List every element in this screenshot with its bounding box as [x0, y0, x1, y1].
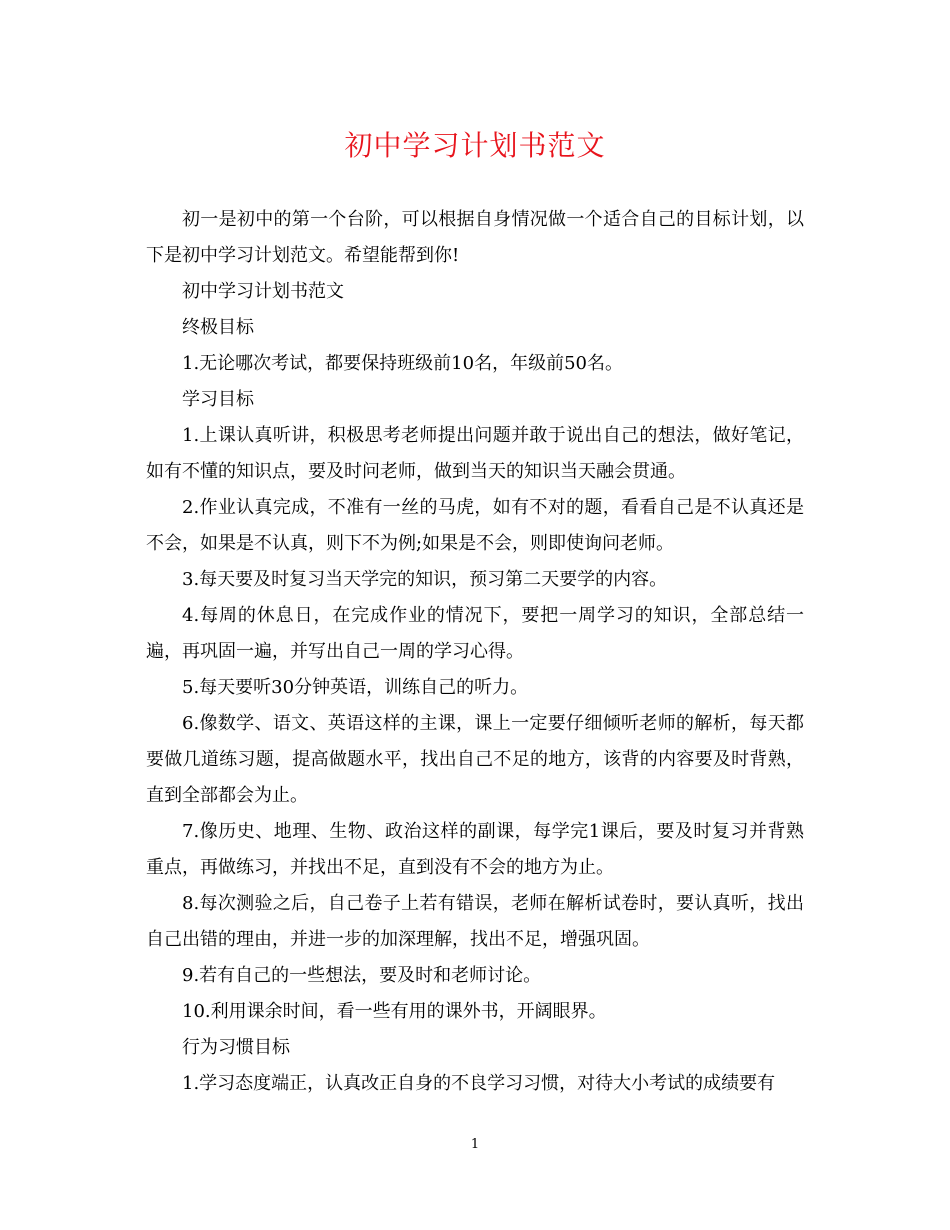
section-heading-ultimate-goal: 终极目标 [182, 317, 254, 338]
intro-paragraph: 初一是初中的第一个台阶，可以根据自身情况做一个适合自己的目标计划，以下是初中学习计划范文。希望能帮到你! [146, 209, 804, 266]
behavior-goal-item-1: 1.学习态度端正，认真改正自身的不良学习习惯，对待大小考试的成绩要有 [182, 1073, 776, 1094]
study-goal-item-2: 2.作业认真完成，不准有一丝的马虎，如有不对的题，看看自己是不认真还是不会，如果是不认真，则下不为例;如果是不会，则即使询问老师。 [146, 497, 804, 554]
document-title: 初中学习计划书范文 [344, 129, 606, 162]
study-goal-item-3: 3.每天要及时复习当天学完的知识，预习第二天要学的内容。 [182, 569, 668, 590]
study-goal-item-5: 5.每天要听30分钟英语，训练自己的听力。 [182, 677, 529, 698]
study-goal-item-4: 4.每周的休息日，在完成作业的情况下，要把一周学习的知识，全部总结一遍，再巩固一遍，并写出自己一周的学习心得。 [146, 605, 804, 662]
section-heading-plan: 初中学习计划书范文 [182, 281, 344, 302]
study-goal-item-7: 7.像历史、地理、生物、政治这样的副课，每学完1课后，要及时复习并背熟重点，再做练习，并找出不足，直到没有不会的地方为止。 [146, 821, 804, 878]
document-body [146, 202, 804, 1102]
study-goal-item-9: 9.若有自己的一些想法，要及时和老师讨论。 [182, 965, 542, 986]
page-number: 1 [470, 1137, 480, 1152]
study-goal-item-1: 1.上课认真听讲，积极思考老师提出问题并敢于说出自己的想法，做好笔记，如有不懂的知识点，要及时问老师，做到当天的知识当天融会贯通。 [146, 425, 804, 482]
section-heading-study-goals: 学习目标 [182, 389, 254, 410]
ultimate-goal-item-1: 1.无论哪次考试，都要保持班级前10名，年级前50名。 [182, 353, 623, 374]
study-goal-item-6: 6.像数学、语文、英语这样的主课，课上一定要仔细倾听老师的解析，每天都要做几道练习题，提高做题水平，找出自己不足的地方，该背的内容要及时背熟，直到全部都会为止。 [146, 713, 804, 806]
study-goal-item-10: 10.利用课余时间，看一些有用的课外书，开阔眼界。 [182, 1001, 607, 1022]
study-goal-item-8: 8.每次测验之后，自己卷子上若有错误，老师在解析试卷时，要认真听，找出自己出错的理由，并进一步的加深理解，找出不足，增强巩固。 [146, 893, 804, 950]
section-heading-behavior-goals: 行为习惯目标 [182, 1037, 290, 1058]
